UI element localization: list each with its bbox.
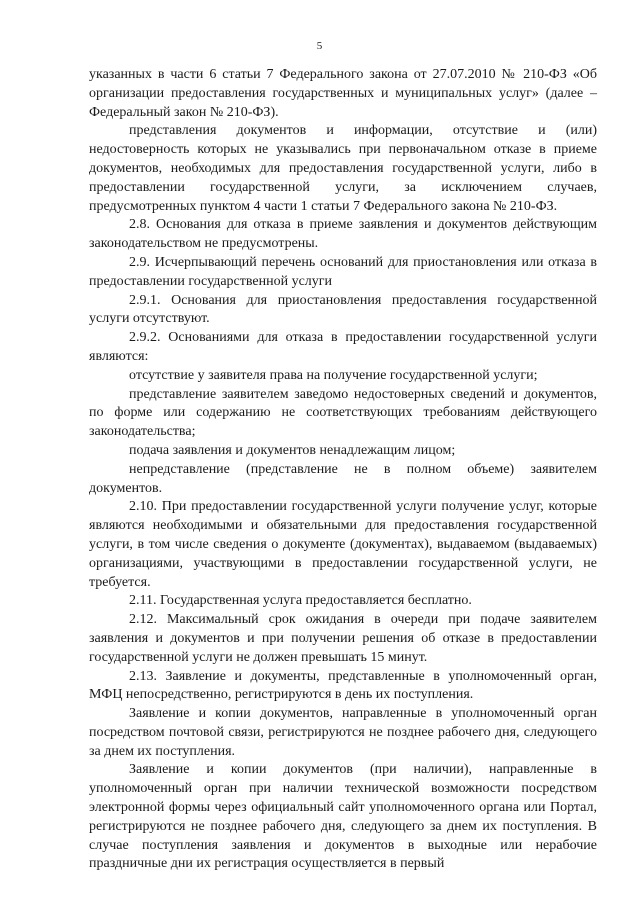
paragraph: представления документов и информации, отсутствие и (или) недостоверность которых не указывались при первоначальном отказе в приеме документов, необходимых для предоставления государственной услуги, либо в предоставлении государственной услуги, за исключением случаев, предусмотренных пунктом 4 части 1 статьи 7 Федерального закона № 210-ФЗ.: [89, 123, 597, 214]
paragraph-2-9-1: 2.9.1. Основания для приостановления предоставления государственной услуги отсутствуют.: [89, 292, 597, 327]
paragraph-2-13: 2.13. Заявление и документы, представленные в уполномоченный орган, МФЦ непосредственно, регистрируются в день их поступления.: [89, 668, 597, 703]
document-body: [89, 66, 597, 874]
paragraph-2-11: 2.11. Государственная услуга предоставляется бесплатно.: [129, 593, 472, 609]
page-number: 5: [316, 40, 323, 52]
paragraph-refusal-ground: отсутствие у заявителя права на получение государственной услуги;: [129, 367, 538, 383]
paragraph-2-10: 2.10. При предоставлении государственной услуги получение услуг, которые являются необходимыми и обязательными для предоставления государственной услуги, в том числе сведения о документе (документах), выдаваемом (выдаваемых) организациями, участвующими в предоставлении государственной услуги, не требуется.: [89, 499, 597, 590]
paragraph-refusal-ground: непредставление (представление не в полном объеме) заявителем документов.: [89, 461, 597, 496]
paragraph-2-9: 2.9. Исчерпывающий перечень оснований для приостановления или отказа в предоставлении государственной услуги: [89, 254, 597, 289]
paragraph-refusal-ground: представление заявителем заведомо недостоверных сведений и документов, по форме или содержанию не соответствующих требованиям действующего законодательства;: [89, 386, 597, 440]
paragraph-continuation: указанных в части 6 статьи 7 Федерального закона от 27.07.2010 № 210-ФЗ «Об организации предоставления государственных и муниципальных услуг» (далее – Федеральный закон № 210-ФЗ).: [89, 67, 597, 120]
paragraph: Заявление и копии документов (при наличии), направленные в уполномоченный орган при наличии технической возможности посредством электронной формы через официальный сайт уполномоченного органа или Портал, регистрируются не позднее рабочего дня, следующего за днем их поступления. В случае поступления заявления и документов в выходные или нерабочие праздничные дни их регистрация осуществляется в первый: [89, 762, 597, 872]
paragraph-2-12: 2.12. Максимальный срок ожидания в очереди при подаче заявителем заявления и документов и при получении решения об отказе в предоставлении государственной услуги не должен превышать 15 минут.: [89, 612, 597, 665]
paragraph-2-8: 2.8. Основания для отказа в приеме заявления и документов действующим законодательством не предусмотрены.: [89, 217, 597, 252]
paragraph-2-9-2: 2.9.2. Основаниями для отказа в предоставлении государственной услуги являются:: [89, 330, 597, 364]
paragraph: Заявление и копии документов, направленные в уполномоченный орган посредством почтовой связи, регистрируются не позднее рабочего дня, следующего за днем их поступления.: [89, 706, 597, 759]
paragraph-refusal-ground: подача заявления и документов ненадлежащим лицом;: [129, 442, 456, 458]
